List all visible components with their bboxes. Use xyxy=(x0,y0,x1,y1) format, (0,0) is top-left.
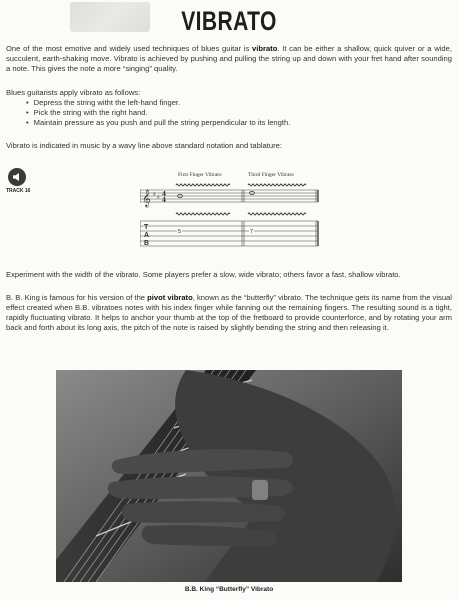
tab-letter-a: A xyxy=(144,232,150,239)
music-notation xyxy=(140,168,320,254)
apply-steps-list xyxy=(26,98,426,128)
vibrato-wave-icon xyxy=(176,213,230,215)
first-finger-label: First Finger Vibrato xyxy=(178,172,222,178)
third-finger-label: Third Finger Vibrato xyxy=(248,172,294,178)
list-item: • Pick the string with the right hand. xyxy=(26,108,426,118)
list-item: • Maintain pressure as you push and pull the string perpendicular to its length. xyxy=(26,118,426,128)
photo-caption: B.B. King “Butterfly” Vibrato xyxy=(184,586,274,593)
tab-letter-b: B xyxy=(144,240,150,247)
experiment-paragraph: Experiment with the width of the vibrato. Some players prefer a slow, wide vibrato; others favor a fast, shallow vibrato. xyxy=(6,270,401,279)
tab-lines xyxy=(140,221,318,246)
speaker-icon xyxy=(8,168,26,186)
bbking-paragraph: B. B. King is famous for his version of the pivot vibrato, known as the “butterfly” vibrato. The technique gets its name from the visual effect created when B.B. vibratoes notes with his index finger while fanning out the remaining fingers. The resulting sound is a tight, rapidly fluctuating vibrato. It helps to anchor your thumb at the top of the fretboard to provide counterforce, and by rotating your arm back and forth about its long axis, the pitch of the note is raised by slightly bending the string and then releasing it. xyxy=(6,293,452,332)
photo-illustration xyxy=(56,370,402,582)
treble-clef-icon: 𝄞 xyxy=(142,189,151,207)
svg-text:4: 4 xyxy=(162,197,167,204)
vibrato-wave-icon xyxy=(248,184,306,186)
notation-svg xyxy=(140,168,320,254)
intro-paragraph: One of the most emotive and widely used techniques of blues guitar is vibrato. It can be either a shallow, quick quiver or a wide, succulent, earth-shaking move. Vibrato is achieved by pushing and pulling the string up and down with your fret hand after sounding a note. This gives the note a more “singing” quality. xyxy=(6,44,452,73)
list-item: • Depress the string witht the left-hand finger. xyxy=(26,98,426,108)
fret-number-first: 5 xyxy=(178,229,182,235)
track-label: TRACK 16 xyxy=(6,188,31,194)
vibrato-wave-icon xyxy=(248,213,306,215)
sharp-icon: ♯ xyxy=(157,194,160,201)
tab-letter-t: T xyxy=(144,224,149,231)
page-title: VIBRATO xyxy=(181,6,277,36)
staff-lines xyxy=(140,190,318,202)
butterfly-vibrato-photo xyxy=(56,370,402,582)
vibrato-wave-icon xyxy=(176,184,230,186)
intro-bold-term: vibrato xyxy=(252,44,278,53)
bbking-bold-term: pivot vibrato xyxy=(147,293,193,302)
indicated-paragraph: Vibrato is indicated in music by a wavy line above standard notation and tablature: xyxy=(6,141,282,150)
svg-text:4: 4 xyxy=(162,191,167,198)
sharp-icon: ♯ xyxy=(153,191,156,198)
apply-lead: Blues guitarists apply vibrato as follows: xyxy=(6,88,141,97)
track-badge[interactable] xyxy=(6,168,36,194)
fret-number-third: 7 xyxy=(250,229,254,235)
